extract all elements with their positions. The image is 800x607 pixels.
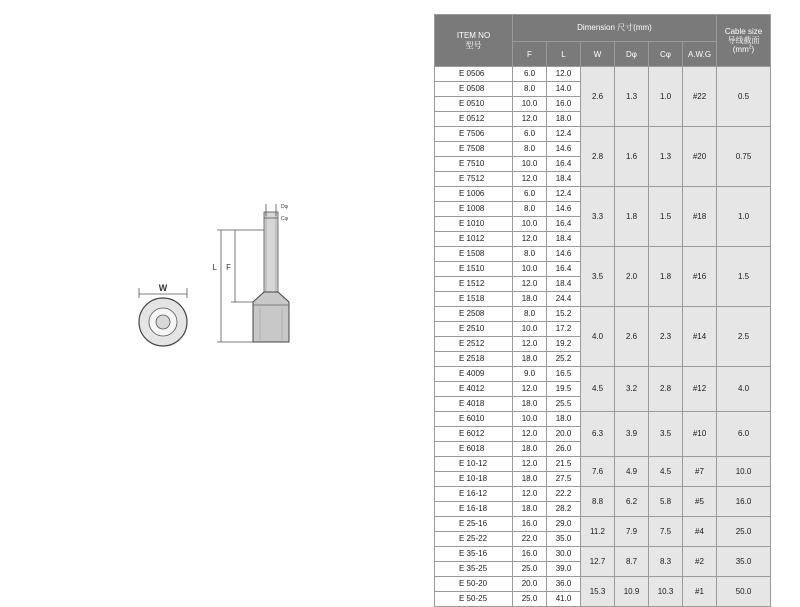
item-no-cell: E 7506 xyxy=(435,127,513,142)
item-no-cell: E 35-25 xyxy=(435,562,513,577)
w-cell: 11.2 xyxy=(581,517,615,547)
f-cell: 8.0 xyxy=(513,142,547,157)
item-no-cell: E 50-25 xyxy=(435,592,513,607)
f-cell: 25.0 xyxy=(513,562,547,577)
l-cell: 25.2 xyxy=(547,352,581,367)
l-cell: 19.2 xyxy=(547,337,581,352)
w-cell: 2.8 xyxy=(581,127,615,187)
end-view xyxy=(139,288,187,346)
cable-size-cell: 25.0 xyxy=(717,517,771,547)
f-cell: 10.0 xyxy=(513,412,547,427)
l-cell: 18.4 xyxy=(547,172,581,187)
l-cell: 16.0 xyxy=(547,97,581,112)
item-no-cell: E 1012 xyxy=(435,232,513,247)
l-cell: 18.0 xyxy=(547,112,581,127)
w-cell: 2.6 xyxy=(581,67,615,127)
c-cell: 3.5 xyxy=(649,412,683,457)
d-cell: 1.6 xyxy=(615,127,649,187)
c-cell: 2.3 xyxy=(649,307,683,367)
d-cell: 4.9 xyxy=(615,457,649,487)
item-no-cell: E 1512 xyxy=(435,277,513,292)
d-cell: 7.9 xyxy=(615,517,649,547)
f-cell: 10.0 xyxy=(513,97,547,112)
item-no-cell: E 1510 xyxy=(435,262,513,277)
d-cell: 3.9 xyxy=(615,412,649,457)
table-row xyxy=(435,67,771,82)
cable-size-cell: 10.0 xyxy=(717,457,771,487)
f-cell: 12.0 xyxy=(513,382,547,397)
f-cell: 22.0 xyxy=(513,532,547,547)
f-cell: 12.0 xyxy=(513,457,547,472)
item-no-cell: E 4009 xyxy=(435,367,513,382)
awg-cell: #1 xyxy=(683,577,717,607)
cable-size-cell: 0.75 xyxy=(717,127,771,187)
d-cell: 6.2 xyxy=(615,487,649,517)
f-cell: 25.0 xyxy=(513,592,547,607)
w-cell: 4.5 xyxy=(581,367,615,412)
l-cell: 30.0 xyxy=(547,547,581,562)
item-no-cell: E 50-20 xyxy=(435,577,513,592)
l-cell: 15.2 xyxy=(547,307,581,322)
item-no-cell: E 6018 xyxy=(435,442,513,457)
cable-size-cell: 16.0 xyxy=(717,487,771,517)
item-no-cell: E 7512 xyxy=(435,172,513,187)
c-cell: 1.5 xyxy=(649,187,683,247)
w-cell: 3.5 xyxy=(581,247,615,307)
d-cell: 10.9 xyxy=(615,577,649,607)
item-no-cell: E 7508 xyxy=(435,142,513,157)
f-cell: 12.0 xyxy=(513,487,547,502)
l-cell: 14.6 xyxy=(547,202,581,217)
l-cell: 12.0 xyxy=(547,67,581,82)
item-no-cell: E 1010 xyxy=(435,217,513,232)
awg-cell: #20 xyxy=(683,127,717,187)
header-awg: A.W.G xyxy=(683,42,717,67)
table-row xyxy=(435,577,771,592)
item-no-cell: E 6012 xyxy=(435,427,513,442)
f-cell: 20.0 xyxy=(513,577,547,592)
l-cell: 28.2 xyxy=(547,502,581,517)
item-no-cell: E 2508 xyxy=(435,307,513,322)
d-cell: 1.3 xyxy=(615,67,649,127)
l-cell: 22.2 xyxy=(547,487,581,502)
w-cell: 8.8 xyxy=(581,487,615,517)
w-cell: 12.7 xyxy=(581,547,615,577)
w-cell: 6.3 xyxy=(581,412,615,457)
f-cell: 18.0 xyxy=(513,352,547,367)
item-no-cell: E 16-12 xyxy=(435,487,513,502)
item-no-cell: E 2518 xyxy=(435,352,513,367)
table-row xyxy=(435,517,771,532)
awg-cell: #18 xyxy=(683,187,717,247)
f-cell: 12.0 xyxy=(513,112,547,127)
l-cell: 20.0 xyxy=(547,427,581,442)
header-c: Cφ xyxy=(649,42,683,67)
side-view xyxy=(253,212,289,342)
item-no-cell: E 35-16 xyxy=(435,547,513,562)
c-cell: 1.8 xyxy=(649,247,683,307)
l-cell: 25.5 xyxy=(547,397,581,412)
cable-size-cell: 1.5 xyxy=(717,247,771,307)
l-cell: 14.6 xyxy=(547,142,581,157)
awg-cell: #5 xyxy=(683,487,717,517)
item-no-cell: E 0508 xyxy=(435,82,513,97)
f-cell: 10.0 xyxy=(513,322,547,337)
w-label: W xyxy=(158,283,168,293)
f-cell: 18.0 xyxy=(513,397,547,412)
spec-table xyxy=(434,14,771,607)
c-cell: 1.0 xyxy=(649,67,683,127)
table-row xyxy=(435,487,771,502)
awg-cell: #12 xyxy=(683,367,717,412)
d-cell: 3.2 xyxy=(615,367,649,412)
header-cable-size: Cable size 导线截面 $(mm^2)$ xyxy=(717,15,771,67)
awg-cell: #4 xyxy=(683,517,717,547)
l-cell: 36.0 xyxy=(547,577,581,592)
f-cell: 12.0 xyxy=(513,337,547,352)
c-cell: 1.3 xyxy=(649,127,683,187)
l-cell: 41.0 xyxy=(547,592,581,607)
item-no-cell: E 7510 xyxy=(435,157,513,172)
awg-cell: #7 xyxy=(683,457,717,487)
f-cell: 10.0 xyxy=(513,157,547,172)
d-cell: 2.6 xyxy=(615,307,649,367)
cable-size-cell: 35.0 xyxy=(717,547,771,577)
l-cell: 21.5 xyxy=(547,457,581,472)
l-cell: 35.0 xyxy=(547,532,581,547)
f-cell: 12.0 xyxy=(513,427,547,442)
l-cell: 12.4 xyxy=(547,127,581,142)
item-no-cell: E 0512 xyxy=(435,112,513,127)
l-cell: 17.2 xyxy=(547,322,581,337)
item-no-cell: E 4018 xyxy=(435,397,513,412)
c-cell: 7.5 xyxy=(649,517,683,547)
f-cell: 8.0 xyxy=(513,202,547,217)
item-no-cell: E 1008 xyxy=(435,202,513,217)
c-cell: 2.8 xyxy=(649,367,683,412)
f-cell: 8.0 xyxy=(513,82,547,97)
item-no-cell: E 1006 xyxy=(435,187,513,202)
header-d: Dφ xyxy=(615,42,649,67)
f-cell: 6.0 xyxy=(513,67,547,82)
l-cell: 24.4 xyxy=(547,292,581,307)
item-no-cell: E 25-22 xyxy=(435,532,513,547)
d-cell: 2.0 xyxy=(615,247,649,307)
l-cell: 14.6 xyxy=(547,247,581,262)
cable-size-cell: 1.0 xyxy=(717,187,771,247)
cable-size-cell: 4.0 xyxy=(717,367,771,412)
l-cell: 29.0 xyxy=(547,517,581,532)
d-label: Dφ xyxy=(281,204,288,210)
spec-table-body xyxy=(435,67,771,607)
item-no-cell: E 0510 xyxy=(435,97,513,112)
header-w: W xyxy=(581,42,615,67)
f-cell: 9.0 xyxy=(513,367,547,382)
awg-cell: #10 xyxy=(683,412,717,457)
f-cell: 10.0 xyxy=(513,262,547,277)
header-dimension: Dimension 尺寸(mm) xyxy=(513,15,717,42)
item-no-cell: E 6010 xyxy=(435,412,513,427)
header-l: L xyxy=(547,42,581,67)
l-cell: 27.5 xyxy=(547,472,581,487)
f-cell: 18.0 xyxy=(513,442,547,457)
header-item-no: ITEM NO 型号 xyxy=(435,15,513,67)
item-no-cell: E 2512 xyxy=(435,337,513,352)
c-cell: 10.3 xyxy=(649,577,683,607)
cable-size-cell: 50.0 xyxy=(717,577,771,607)
f-cell: 12.0 xyxy=(513,277,547,292)
cable-size-cell: 6.0 xyxy=(717,412,771,457)
item-no-cell: E 25-16 xyxy=(435,517,513,532)
c-cell: 5.8 xyxy=(649,487,683,517)
c-cell: 8.3 xyxy=(649,547,683,577)
awg-cell: #2 xyxy=(683,547,717,577)
table-row xyxy=(435,367,771,382)
f-cell: 8.0 xyxy=(513,247,547,262)
table-row xyxy=(435,127,771,142)
l-cell: 16.4 xyxy=(547,262,581,277)
item-no-cell: E 4012 xyxy=(435,382,513,397)
f-cell: 18.0 xyxy=(513,292,547,307)
table-row xyxy=(435,457,771,472)
item-no-cell: E 2510 xyxy=(435,322,513,337)
c-cell: 4.5 xyxy=(649,457,683,487)
d-cell: 8.7 xyxy=(615,547,649,577)
f-cell: 16.0 xyxy=(513,547,547,562)
item-no-cell: E 1518 xyxy=(435,292,513,307)
w-cell: 4.0 xyxy=(581,307,615,367)
f-cell: 6.0 xyxy=(513,127,547,142)
f-cell: 18.0 xyxy=(513,502,547,517)
f-cell: 6.0 xyxy=(513,187,547,202)
l-cell: 18.4 xyxy=(547,277,581,292)
f-cell: 16.0 xyxy=(513,517,547,532)
f-label: F xyxy=(226,263,231,272)
cable-size-cell: 2.5 xyxy=(717,307,771,367)
l-cell: 26.0 xyxy=(547,442,581,457)
w-cell: 7.6 xyxy=(581,457,615,487)
table-row xyxy=(435,547,771,562)
w-cell: 15.3 xyxy=(581,577,615,607)
f-cell: 12.0 xyxy=(513,172,547,187)
f-cell: 8.0 xyxy=(513,307,547,322)
l-cell: 39.0 xyxy=(547,562,581,577)
l-cell: 18.4 xyxy=(547,232,581,247)
header-f: F xyxy=(513,42,547,67)
awg-cell: #16 xyxy=(683,247,717,307)
cable-size-cell: 0.5 xyxy=(717,67,771,127)
l-label: L xyxy=(212,263,217,272)
ferrule-drawing xyxy=(120,190,320,370)
f-cell: 18.0 xyxy=(513,472,547,487)
item-no-cell: E 0506 xyxy=(435,67,513,82)
item-no-cell: E 10-12 xyxy=(435,457,513,472)
awg-cell: #22 xyxy=(683,67,717,127)
l-cell: 16.4 xyxy=(547,217,581,232)
l-cell: 16.4 xyxy=(547,157,581,172)
f-cell: 10.0 xyxy=(513,217,547,232)
item-no-cell: E 16-18 xyxy=(435,502,513,517)
l-cell: 12.4 xyxy=(547,187,581,202)
l-cell: 19.5 xyxy=(547,382,581,397)
item-no-cell: E 10-18 xyxy=(435,472,513,487)
d-cell: 1.8 xyxy=(615,187,649,247)
c-label: Cφ xyxy=(281,216,288,222)
table-row xyxy=(435,187,771,202)
item-no-cell: E 1508 xyxy=(435,247,513,262)
w-cell: 3.3 xyxy=(581,187,615,247)
f-cell: 12.0 xyxy=(513,232,547,247)
l-cell: 14.0 xyxy=(547,82,581,97)
table-row xyxy=(435,412,771,427)
table-row xyxy=(435,247,771,262)
table-row xyxy=(435,307,771,322)
awg-cell: #14 xyxy=(683,307,717,367)
l-cell: 18.0 xyxy=(547,412,581,427)
l-cell: 16.5 xyxy=(547,367,581,382)
